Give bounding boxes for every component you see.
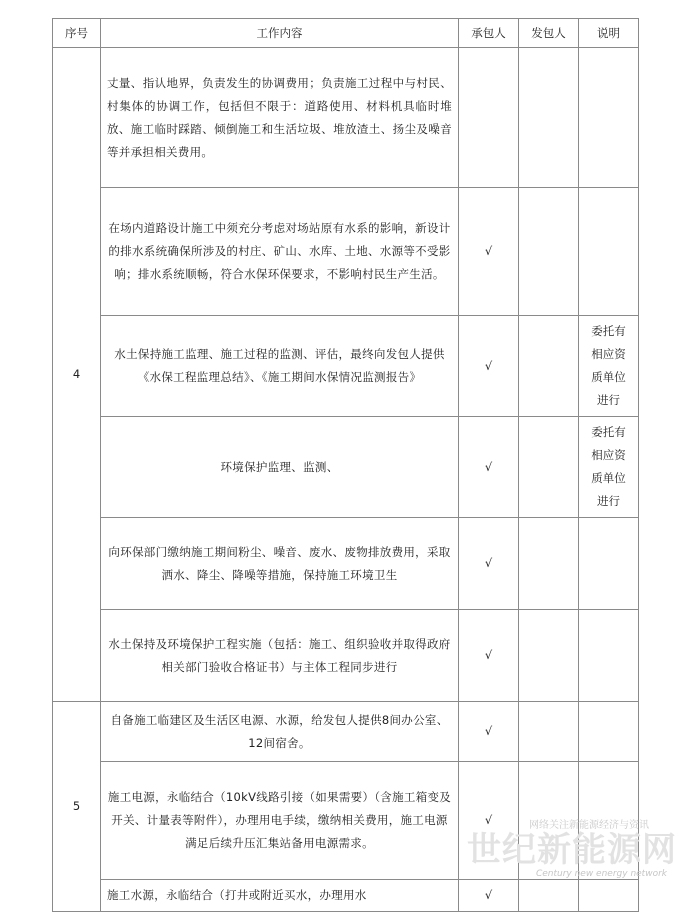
contractor-check: √ xyxy=(459,762,519,880)
work-content-cell: 水土保持及环境保护工程实施（包括：施工、组织验收并取得政府相关部门验收合格证书）与主体工程同步进行 xyxy=(101,610,459,702)
table-row xyxy=(53,188,639,316)
employer-check xyxy=(519,702,579,762)
header-note: 说明 xyxy=(579,19,639,48)
contractor-check xyxy=(459,48,519,188)
work-content-cell: 施工水源，永临结合（打井或附近买水，办理用水 xyxy=(101,880,459,912)
note-cell xyxy=(579,610,639,702)
contractor-check: √ xyxy=(459,610,519,702)
note-cell: 委托有相应资质单位进行 xyxy=(579,417,639,518)
work-content-cell: 环境保护监理、监测、 xyxy=(101,417,459,518)
note-cell xyxy=(579,518,639,610)
table-row xyxy=(53,316,639,417)
table-header-row xyxy=(53,19,639,48)
contractor-check: √ xyxy=(459,702,519,762)
employer-check xyxy=(519,417,579,518)
work-content-cell: 水土保持施工监理、施工过程的监测、评估，最终向发包人提供《水保工程监理总结》、《施工期间水保情况监测报告》 xyxy=(101,316,459,417)
table-row xyxy=(53,880,639,912)
table-row xyxy=(53,417,639,518)
header-contractor: 承包人 xyxy=(459,19,519,48)
work-content-cell: 自备施工临建区及生活区电源、水源，给发包人提供8间办公室、12间宿舍。 xyxy=(101,702,459,762)
contractor-check: √ xyxy=(459,188,519,316)
note-cell xyxy=(579,702,639,762)
table-row xyxy=(53,702,639,762)
employer-check xyxy=(519,316,579,417)
watermark-logo-text: 世纪新能源网 xyxy=(467,830,677,870)
note-cell xyxy=(579,880,639,912)
contractor-check: √ xyxy=(459,417,519,518)
header-work-content: 工作内容 xyxy=(101,19,459,48)
employer-check xyxy=(519,880,579,912)
work-content-cell: 向环保部门缴纳施工期间粉尘、噪音、废水、废物排放费用，采取洒水、降尘、降噪等措施，保持施工环境卫生 xyxy=(101,518,459,610)
contractor-check: √ xyxy=(459,518,519,610)
note-cell xyxy=(579,48,639,188)
row-number: 5 xyxy=(53,702,101,912)
employer-check xyxy=(519,518,579,610)
header-employer: 发包人 xyxy=(519,19,579,48)
document-table-wrapper xyxy=(52,18,639,912)
table-row xyxy=(53,48,639,188)
work-content-table xyxy=(52,18,639,912)
employer-check xyxy=(519,48,579,188)
employer-check xyxy=(519,188,579,316)
note-cell xyxy=(579,188,639,316)
watermark-english: Century new energy network xyxy=(535,869,667,879)
work-content-cell: 丈量、指认地界，负责发生的协调费用；负责施工过程中与村民、村集体的协调工作，包括但不限于：道路使用、材料机具临时堆放、施工临时踩踏、倾倒施工和生活垃圾、堆放渣土、扬尘及噪音等并承担相关费用。 xyxy=(101,48,459,188)
work-content-cell: 在场内道路设计施工中须充分考虑对场站原有水系的影响，新设计的排水系统确保所涉及的村庄、矿山、水库、土地、水源等不受影响；排水系统顺畅，符合水保环保要求，不影响村民生产生活。 xyxy=(101,188,459,316)
table-row xyxy=(53,762,639,880)
table-row xyxy=(53,518,639,610)
note-cell xyxy=(579,762,639,880)
row-number: 4 xyxy=(53,48,101,702)
work-content-cell: 施工电源，永临结合（10kV线路引接（如果需要）（含施工箱变及开关、计量表等附件），办理用电手续，缴纳相关费用，施工电源满足后续升压汇集站备用电源需求。 xyxy=(101,762,459,880)
note-cell: 委托有相应资质单位进行 xyxy=(579,316,639,417)
contractor-check: √ xyxy=(459,316,519,417)
header-seq: 序号 xyxy=(53,19,101,48)
employer-check xyxy=(519,610,579,702)
contractor-check: √ xyxy=(459,880,519,912)
employer-check xyxy=(519,762,579,880)
watermark-tagline: 网络关注新能源经济与资讯 xyxy=(529,820,649,831)
table-row xyxy=(53,610,639,702)
